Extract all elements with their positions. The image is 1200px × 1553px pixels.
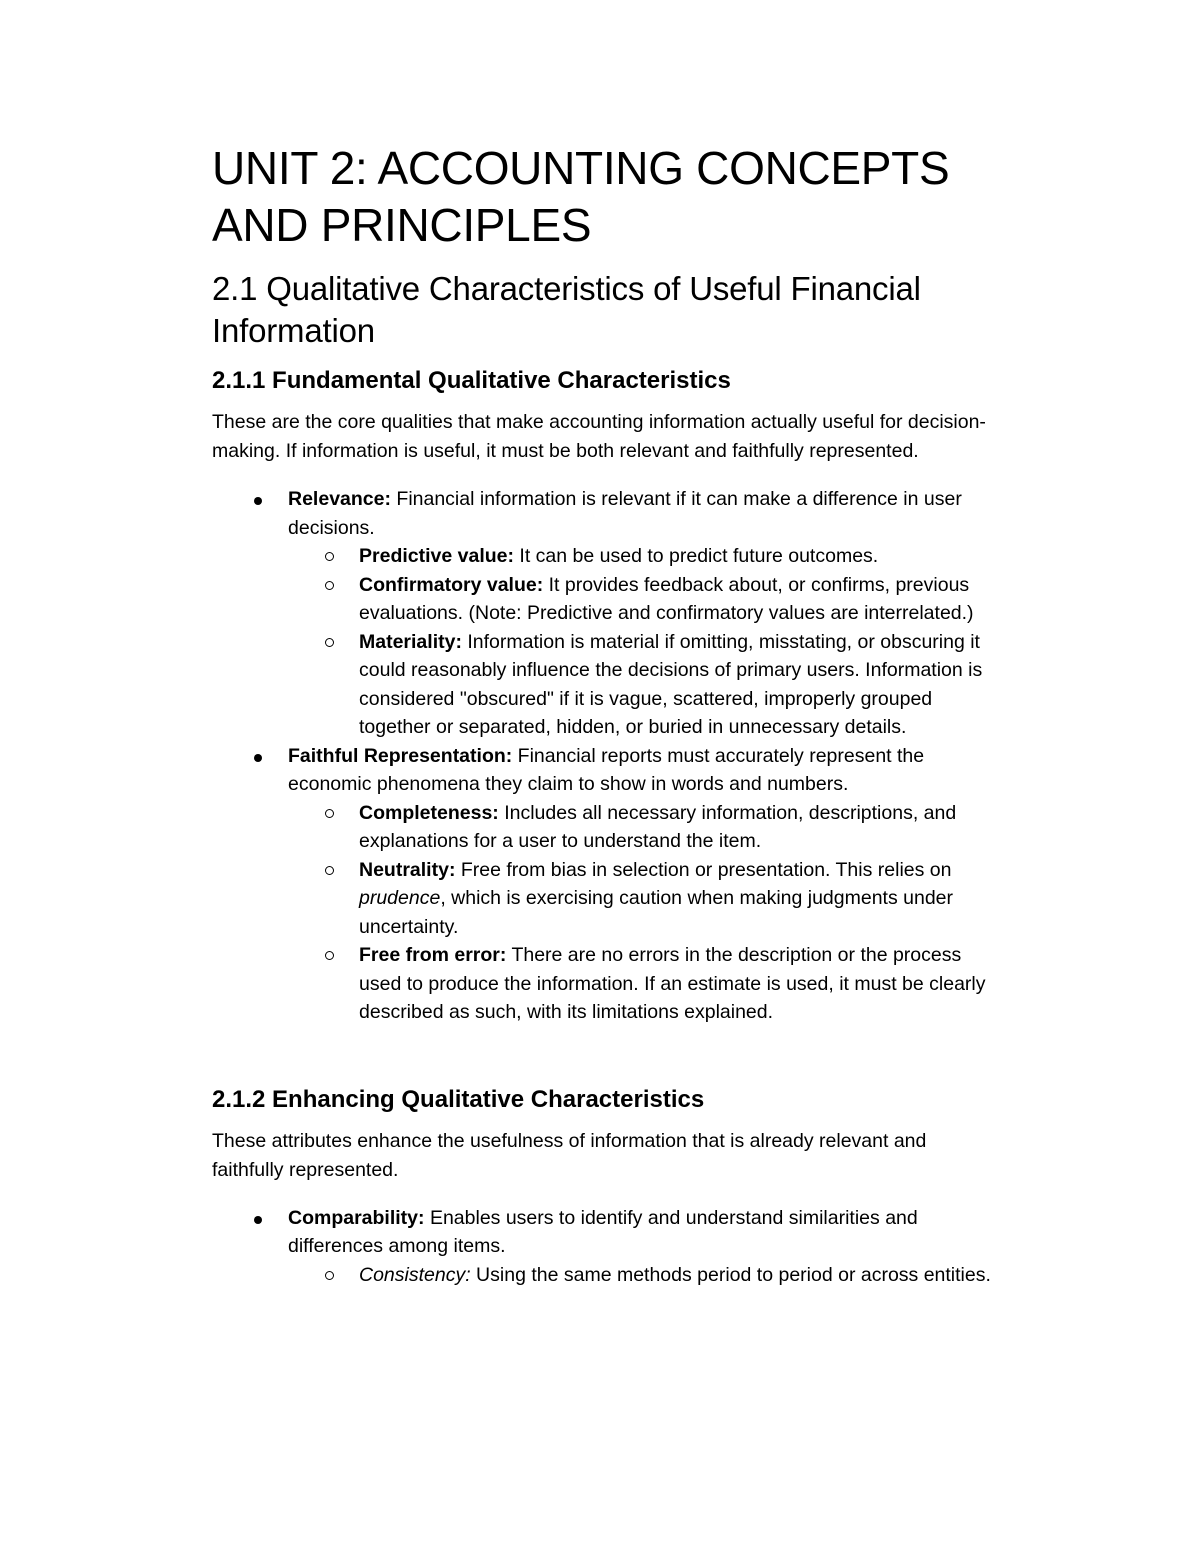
section-heading-2-1-2: 2.1.2 Enhancing Qualitative Characteristics (212, 1085, 705, 1113)
list-item-free-from-error (288, 941, 1002, 1027)
desc-comparability: Enables users to identify and understand similarities and differences among items. (288, 1206, 918, 1257)
desc-materiality: Information is material if omitting, misstating, or obscuring it could reasonably influence the decisions of primary users. Information is considered "obscured" if it is vague, scattered, improperly grouped together or separated, hidden, or buried in unnecessary details. (359, 630, 983, 738)
bullet-dot-icon (254, 497, 262, 505)
enhancing-characteristics-list (212, 1204, 1002, 1290)
faithful-representation-sublist (288, 799, 1002, 1027)
list-item-consistency (288, 1261, 1002, 1290)
term-faithful-representation: Faithful Representation: (288, 744, 513, 767)
desc-free-from-error: There are no errors in the description or the process used to produce the information. If an estimate is used, it must be clearly described as such, with its limitations explained. (359, 944, 986, 1023)
desc-completeness: Includes all necessary information, descriptions, and explanations for a user to understand the item. (359, 801, 957, 852)
bullet-ring-icon (325, 638, 334, 647)
term-confirmatory-value: Confirmatory value: (359, 573, 544, 596)
desc-neutrality-after: , which is exercising caution when making judgments under uncertainty. (359, 887, 954, 938)
term-free-from-error: Free from error: (359, 944, 507, 966)
term-materiality: Materiality: (359, 630, 462, 653)
list-item-faithful-representation (212, 742, 1002, 1027)
desc-faithful-representation: Financial reports must accurately represent the economic phenomena they claim to show in words and numbers. (288, 744, 925, 795)
list-item-neutrality (288, 856, 1002, 942)
desc-neutrality-before: Free from bias in selection or presentation. This relies on (455, 858, 952, 881)
term-completeness: Completeness: (359, 801, 499, 824)
bullet-ring-icon (325, 581, 334, 590)
italic-prudence: prudence (359, 887, 441, 909)
fundamental-characteristics-list (212, 485, 1002, 1027)
list-item-materiality (288, 628, 1002, 742)
desc-predictive-value: It can be used to predict future outcomes. (514, 545, 879, 567)
list-item-completeness (288, 799, 1002, 856)
desc-confirmatory-value: It provides feedback about, or confirms, previous evaluations. (Note: Predictive and confirmatory values are interrelated.) (359, 573, 974, 624)
intro-paragraph-2-1-1: These are the core qualities that make accounting information actually useful for decision-making. If information is useful, it must be both relevant and faithfully represented. (212, 411, 986, 462)
bullet-dot-icon (254, 1216, 262, 1224)
term-comparability: Comparability: (288, 1206, 425, 1229)
list-item-predictive-value (288, 542, 1002, 571)
bullet-dot-icon (254, 754, 262, 762)
term-consistency: Consistency: (359, 1263, 471, 1286)
section-heading-2-1-1: 2.1.1 Fundamental Qualitative Characteristics (212, 367, 731, 394)
relevance-sublist (288, 542, 1002, 742)
list-item-confirmatory-value (288, 571, 1002, 628)
bullet-ring-icon (325, 1271, 334, 1280)
section-heading-2-1: 2.1 Qualitative Characteristics of Useful Financial Information (212, 270, 921, 349)
term-relevance: Relevance: (288, 488, 391, 510)
comparability-sublist (288, 1261, 1002, 1290)
desc-consistency: Using the same methods period to period or across entities. (470, 1263, 991, 1286)
bullet-ring-icon (325, 951, 334, 960)
unit-title: UNIT 2: ACCOUNTING CONCEPTS AND PRINCIPLES (212, 142, 950, 251)
desc-relevance: Financial information is relevant if it can make a difference in user decisions. (288, 488, 962, 539)
intro-paragraph-2-1-2: These attributes enhance the usefulness of information that is already relevant and faithfully represented. (212, 1129, 927, 1181)
list-item-relevance (212, 485, 1002, 742)
bullet-ring-icon (325, 552, 334, 561)
bullet-ring-icon (325, 809, 334, 818)
term-neutrality: Neutrality: (359, 858, 456, 881)
term-predictive-value: Predictive value: (359, 545, 514, 567)
document-page (212, 140, 1002, 1289)
list-item-comparability (212, 1204, 1002, 1290)
bullet-ring-icon (325, 866, 334, 875)
